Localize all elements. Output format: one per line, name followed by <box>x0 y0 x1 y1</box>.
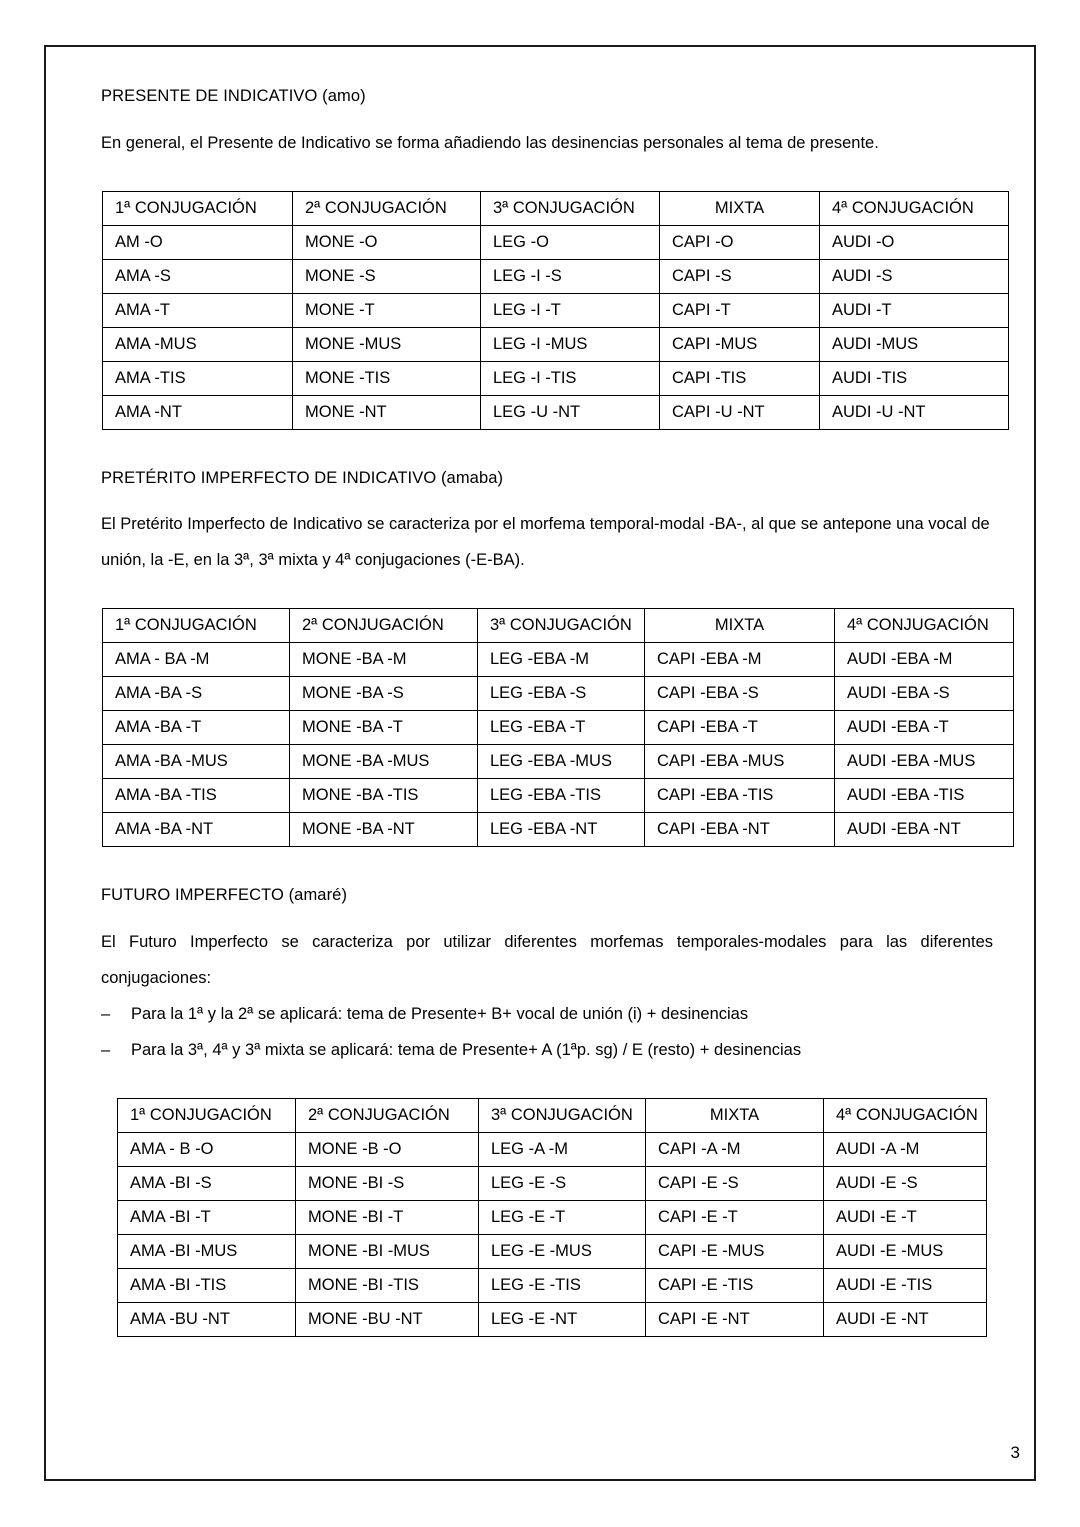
section-futuro <box>101 887 993 1337</box>
section-paragraph-futuro: El Futuro Imperfecto se caracteriza por utilizar diferentes morfemas temporales-modales para las diferentes conjugaciones: <box>101 932 993 987</box>
column-header-3a-conjugacion: 3ª CONJUGACIÓN <box>479 1098 646 1132</box>
cell-4a: AUDI -EBA -S <box>835 677 1014 711</box>
cell-1a: AMA - BA -M <box>103 643 290 677</box>
cell-2a: MONE -BA -TIS <box>290 779 478 813</box>
cell-2a: MONE -T <box>293 293 481 327</box>
cell-mixta: CAPI -A -M <box>646 1132 824 1166</box>
document-content <box>101 88 993 1337</box>
table-row <box>118 1132 987 1166</box>
cell-4a: AUDI -EBA -M <box>835 643 1014 677</box>
table-row <box>103 361 1009 395</box>
cell-4a: AUDI -EBA -NT <box>835 813 1014 847</box>
cell-mixta: CAPI -MUS <box>660 327 820 361</box>
cell-2a: MONE -BA -MUS <box>290 745 478 779</box>
column-header-3a-conjugacion: 3ª CONJUGACIÓN <box>481 191 660 225</box>
cell-2a: MONE -NT <box>293 395 481 429</box>
cell-mixta: CAPI -T <box>660 293 820 327</box>
cell-2a: MONE -BI -S <box>296 1166 479 1200</box>
cell-mixta: CAPI -EBA -S <box>645 677 835 711</box>
section-imperfecto <box>101 470 993 848</box>
cell-4a: AUDI -E -MUS <box>824 1234 987 1268</box>
cell-3a: LEG -EBA -S <box>478 677 645 711</box>
table-row <box>103 643 1014 677</box>
column-header-2a-conjugacion: 2ª CONJUGACIÓN <box>296 1098 479 1132</box>
cell-2a: MONE -BU -NT <box>296 1302 479 1336</box>
column-header-1a-conjugacion: 1ª CONJUGACIÓN <box>103 609 290 643</box>
cell-2a: MONE -TIS <box>293 361 481 395</box>
table-preterito-imperfecto <box>102 608 1014 847</box>
column-header-2a-conjugacion: 2ª CONJUGACIÓN <box>290 609 478 643</box>
column-header-mixta: MIXTA <box>645 609 835 643</box>
section-title-imperfecto: PRETÉRITO IMPERFECTO DE INDICATIVO (amaba) <box>101 468 504 487</box>
cell-1a: AMA -BI -TIS <box>118 1268 296 1302</box>
column-header-1a-conjugacion: 1ª CONJUGACIÓN <box>103 191 293 225</box>
cell-1a: AMA -BA -S <box>103 677 290 711</box>
cell-mixta: CAPI -EBA -NT <box>645 813 835 847</box>
list-item-text: Para la 1ª y la 2ª se aplicará: tema de Presente+ B+ vocal de unión (i) + desinencias <box>131 1004 749 1023</box>
section-title-futuro: FUTURO IMPERFECTO (amaré) <box>101 886 348 904</box>
cell-2a: MONE -BI -MUS <box>296 1234 479 1268</box>
cell-3a: LEG -E -MUS <box>479 1234 646 1268</box>
cell-4a: AUDI -U -NT <box>820 395 1009 429</box>
cell-1a: AMA -BU -NT <box>118 1302 296 1336</box>
table-row <box>103 779 1014 813</box>
cell-mixta: CAPI -E -MUS <box>646 1234 824 1268</box>
cell-mixta: CAPI -EBA -TIS <box>645 779 835 813</box>
cell-4a: AUDI -E -NT <box>824 1302 987 1336</box>
cell-4a: AUDI -E -S <box>824 1166 987 1200</box>
table-row <box>118 1200 987 1234</box>
cell-mixta: CAPI -E -S <box>646 1166 824 1200</box>
cell-1a: AM -O <box>103 225 293 259</box>
cell-4a: AUDI -EBA -TIS <box>835 779 1014 813</box>
cell-3a: LEG -I -TIS <box>481 361 660 395</box>
cell-mixta: CAPI -U -NT <box>660 395 820 429</box>
table-row <box>118 1302 987 1336</box>
cell-3a: LEG -EBA -MUS <box>478 745 645 779</box>
cell-mixta: CAPI -EBA -MUS <box>645 745 835 779</box>
section-presente <box>101 88 993 430</box>
column-header-mixta: MIXTA <box>646 1098 824 1132</box>
cell-1a: AMA -BI -T <box>118 1200 296 1234</box>
section-paragraph-imperfecto: El Pretérito Imperfecto de Indicativo se caracteriza por el morfema temporal-modal -BA-, al que se antepone una vocal de unión, la -E, en la 3ª, 3ª mixta y 4ª conjugaciones (-E-BA). <box>101 515 990 569</box>
list-item <box>101 996 993 1032</box>
cell-2a: MONE -BI -TIS <box>296 1268 479 1302</box>
table-row <box>103 813 1014 847</box>
table-row <box>118 1268 987 1302</box>
cell-3a: LEG -I -T <box>481 293 660 327</box>
column-header-4a-conjugacion: 4ª CONJUGACIÓN <box>824 1098 987 1132</box>
table-futuro-imperfecto <box>117 1098 987 1337</box>
cell-3a: LEG -EBA -NT <box>478 813 645 847</box>
cell-2a: MONE -BA -T <box>290 711 478 745</box>
table-row <box>118 1234 987 1268</box>
section-paragraph-presente: En general, el Presente de Indicativo se forma añadiendo las desinencias personales al tema de presente. <box>101 133 879 152</box>
cell-3a: LEG -I -S <box>481 259 660 293</box>
cell-1a: AMA -BI -MUS <box>118 1234 296 1268</box>
cell-mixta: CAPI -E -NT <box>646 1302 824 1336</box>
table-row <box>118 1166 987 1200</box>
cell-4a: AUDI -EBA -T <box>835 711 1014 745</box>
cell-3a: LEG -E -S <box>479 1166 646 1200</box>
cell-4a: AUDI -MUS <box>820 327 1009 361</box>
cell-2a: MONE -BA -S <box>290 677 478 711</box>
cell-mixta: CAPI -E -TIS <box>646 1268 824 1302</box>
cell-4a: AUDI -O <box>820 225 1009 259</box>
dash-marker-icon: – <box>101 1040 111 1059</box>
column-header-mixta: MIXTA <box>660 191 820 225</box>
cell-mixta: CAPI -TIS <box>660 361 820 395</box>
cell-3a: LEG -A -M <box>479 1132 646 1166</box>
list-item <box>101 1032 993 1068</box>
cell-3a: LEG -E -TIS <box>479 1268 646 1302</box>
cell-2a: MONE -BI -T <box>296 1200 479 1234</box>
cell-1a: AMA - B -O <box>118 1132 296 1166</box>
table-header-row <box>103 191 1009 225</box>
cell-2a: MONE -BA -NT <box>290 813 478 847</box>
section-title-presente: PRESENTE DE INDICATIVO (amo) <box>101 87 366 105</box>
cell-1a: AMA -S <box>103 259 293 293</box>
table-row <box>103 711 1014 745</box>
table-row <box>103 293 1009 327</box>
cell-1a: AMA -MUS <box>103 327 293 361</box>
cell-3a: LEG -EBA -M <box>478 643 645 677</box>
cell-4a: AUDI -TIS <box>820 361 1009 395</box>
cell-1a: AMA -TIS <box>103 361 293 395</box>
cell-4a: AUDI -A -M <box>824 1132 987 1166</box>
cell-mixta: CAPI -EBA -T <box>645 711 835 745</box>
cell-mixta: CAPI -EBA -M <box>645 643 835 677</box>
table-row <box>103 225 1009 259</box>
table-row <box>103 745 1014 779</box>
cell-1a: AMA -T <box>103 293 293 327</box>
cell-mixta: CAPI -S <box>660 259 820 293</box>
column-header-4a-conjugacion: 4ª CONJUGACIÓN <box>835 609 1014 643</box>
cell-1a: AMA -BI -S <box>118 1166 296 1200</box>
cell-2a: MONE -O <box>293 225 481 259</box>
column-header-3a-conjugacion: 3ª CONJUGACIÓN <box>478 609 645 643</box>
cell-3a: LEG -U -NT <box>481 395 660 429</box>
cell-1a: AMA -BA -T <box>103 711 290 745</box>
cell-2a: MONE -MUS <box>293 327 481 361</box>
cell-4a: AUDI -E -TIS <box>824 1268 987 1302</box>
dash-marker-icon: – <box>101 1004 111 1023</box>
column-header-1a-conjugacion: 1ª CONJUGACIÓN <box>118 1098 296 1132</box>
cell-3a: LEG -O <box>481 225 660 259</box>
cell-4a: AUDI -EBA -MUS <box>835 745 1014 779</box>
cell-1a: AMA -BA -MUS <box>103 745 290 779</box>
list-item-text: Para la 3ª, 4ª y 3ª mixta se aplicará: tema de Presente+ A (1ªp. sg) / E (resto) + desinencias <box>131 1040 802 1059</box>
table-row <box>103 327 1009 361</box>
cell-3a: LEG -I -MUS <box>481 327 660 361</box>
cell-2a: MONE -S <box>293 259 481 293</box>
table-presente-indicativo <box>102 191 1009 430</box>
table-header-row <box>103 609 1014 643</box>
table-header-row <box>118 1098 987 1132</box>
column-header-4a-conjugacion: 4ª CONJUGACIÓN <box>820 191 1009 225</box>
table-row <box>103 677 1014 711</box>
table-row <box>103 395 1009 429</box>
futuro-rules-list <box>101 996 993 1068</box>
cell-1a: AMA -BA -TIS <box>103 779 290 813</box>
cell-1a: AMA -BA -NT <box>103 813 290 847</box>
table-row <box>103 259 1009 293</box>
cell-4a: AUDI -T <box>820 293 1009 327</box>
page-number: 3 <box>1010 1443 1020 1462</box>
cell-3a: LEG -E -T <box>479 1200 646 1234</box>
column-header-2a-conjugacion: 2ª CONJUGACIÓN <box>293 191 481 225</box>
cell-2a: MONE -BA -M <box>290 643 478 677</box>
cell-mixta: CAPI -E -T <box>646 1200 824 1234</box>
cell-3a: LEG -EBA -T <box>478 711 645 745</box>
cell-2a: MONE -B -O <box>296 1132 479 1166</box>
cell-4a: AUDI -S <box>820 259 1009 293</box>
cell-3a: LEG -EBA -TIS <box>478 779 645 813</box>
cell-3a: LEG -E -NT <box>479 1302 646 1336</box>
cell-mixta: CAPI -O <box>660 225 820 259</box>
cell-4a: AUDI -E -T <box>824 1200 987 1234</box>
cell-1a: AMA -NT <box>103 395 293 429</box>
